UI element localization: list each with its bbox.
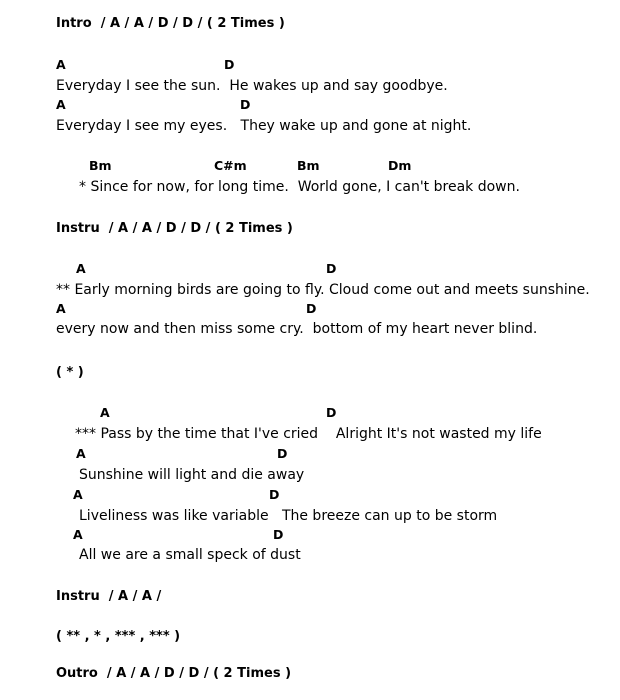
verse2-lyric: Everyday I see my eyes. They wake up and gone at night. [56,118,472,134]
bridge3-chord-d: D [269,487,280,502]
verse1-lyric: Everyday I see the sun. He wakes up and say goodbye. [56,78,448,94]
verse4-lyric: every now and then miss some cry. bottom of my heart never blind. [56,321,538,337]
verse4-chord-a: A [56,301,66,316]
bridge4-chord-d: D [273,527,284,542]
repeat-chorus-marker: ( * ) [56,365,84,380]
chorus-chord-dm: Dm [388,158,412,173]
bridge2-chord-d: D [277,446,288,461]
instru-line-1: Instru / A / A / D / D / ( 2 Times ) [56,221,293,236]
verse3-chord-d: D [326,261,337,276]
outro-line: Outro / A / A / D / D / ( 2 Times ) [56,666,292,681]
verse3-lyric: ** Early morning birds are going to fly. Cloud come out and meets sunshine. [56,282,590,298]
chorus-chord-bm-2: Bm [297,158,320,173]
bridge1-chord-a: A [100,405,110,420]
bridge3-lyric: Liveliness was like variable The breeze can up to be storm [79,508,498,524]
bridge1-lyric: *** Pass by the time that I've cried Alright It's not wasted my life [75,426,542,442]
verse2-chord-d: D [240,97,251,112]
chorus-chord-bm-1: Bm [89,158,112,173]
repeat-all-marker: ( ** , * , *** , *** ) [56,629,181,644]
intro-line: Intro / A / A / D / D / ( 2 Times ) [56,16,285,31]
chorus-chord-csharp-m: C#m [214,158,247,173]
bridge4-chord-a: A [73,527,83,542]
instru-line-2: Instru / A / A / [56,589,162,604]
bridge2-chord-a: A [76,446,86,461]
verse1-chord-a: A [56,57,66,72]
verse3-chord-a: A [76,261,86,276]
bridge2-lyric: Sunshine will light and die away [79,467,305,483]
bridge3-chord-a: A [73,487,83,502]
bridge1-chord-d: D [326,405,337,420]
verse2-chord-a: A [56,97,66,112]
chorus-lyric: * Since for now, for long time. World gone, I can't break down. [79,179,520,195]
verse4-chord-d: D [306,301,317,316]
bridge4-lyric: All we are a small speck of dust [79,547,301,563]
verse1-chord-d: D [224,57,235,72]
